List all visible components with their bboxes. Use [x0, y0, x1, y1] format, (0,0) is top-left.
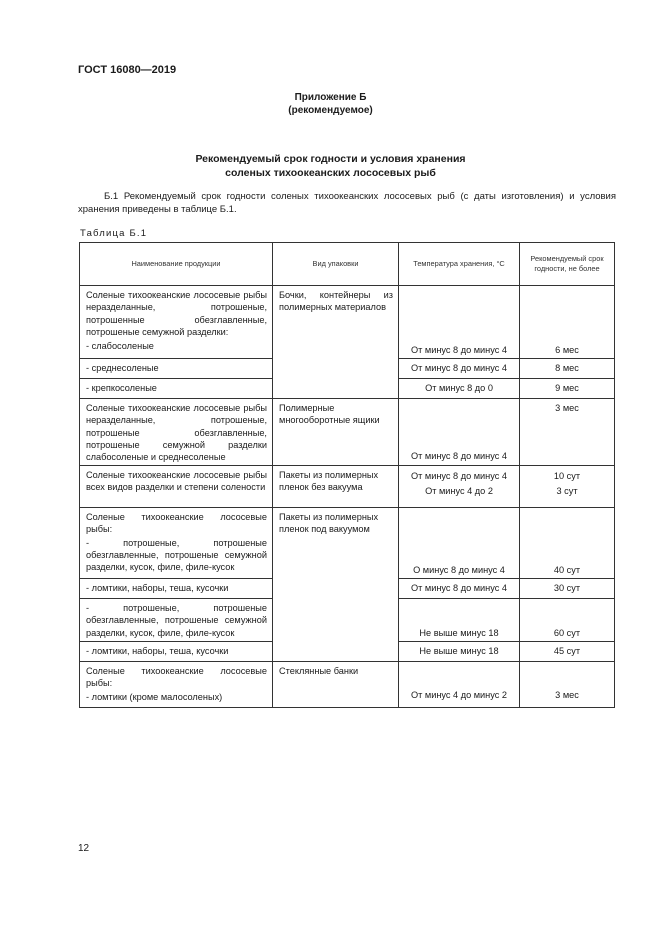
table-row	[80, 466, 615, 508]
group5-life: 3 мес	[520, 662, 615, 708]
group1-packaging: Бочки, контейнеры из полимерных материалов	[279, 290, 393, 313]
group1-item-1: - слабосоленые	[86, 341, 154, 351]
table-row	[80, 662, 615, 708]
group4-temp-2: От минус 8 до минус 4	[399, 579, 520, 599]
group3-product-cell	[80, 466, 273, 508]
group1-item-3: - крепкосоленые	[86, 383, 157, 394]
group4-temp-1: О минус 8 до минус 4	[399, 508, 520, 579]
group2-product-cell	[80, 399, 273, 466]
group4-life-4: 45 сут	[520, 642, 615, 662]
header-shelf-life: Рекомендуемый срок годности, не более	[520, 243, 615, 286]
group5-item: - ломтики (кроме малосоленых)	[86, 691, 223, 702]
group4-item-1: - потрошеные, потрошеные обезглавленные, потрошеные семужной разделки, кусок, филе, филе-кусок	[86, 537, 267, 573]
group4-item-2-cell	[80, 579, 273, 599]
annex-subtitle: (рекомендуемое)	[288, 105, 373, 116]
group1-temp-1: От минус 8 до минус 4	[399, 338, 520, 359]
group4-life-2: 30 сут	[520, 579, 615, 599]
group3-packaging-cell	[273, 466, 399, 508]
group4-temp-4: Не выше минус 18	[399, 642, 520, 662]
annex-title: Приложение Б	[294, 92, 367, 103]
group2-packaging: Полимерные многооборотные ящики	[279, 403, 380, 426]
group5-packaging-cell	[273, 662, 399, 708]
group3-temp-2: От минус 4 до 2	[425, 486, 493, 496]
group4-packaging: Пакеты из полимерных пленок под вакуумом	[279, 512, 379, 535]
group5-packaging: Стеклянные банки	[279, 666, 359, 676]
group1-life-3: 9 мес	[520, 379, 615, 399]
table-header-row	[80, 243, 615, 286]
group2-life: 3 мес	[520, 399, 615, 466]
group3-life-2: 3 сут	[556, 486, 578, 496]
group4-item-4: - ломтики, наборы, теша, кусочки	[86, 646, 229, 657]
group1-life-spacer	[520, 286, 615, 339]
intro-paragraph: Б.1 Рекомендуемый срок годности соленых тихоокеанских лососевых рыб (с даты изготовления) и условия хранения приведены в таблице Б.1.	[78, 191, 616, 215]
group3-life-1: 10 сут	[553, 471, 581, 481]
header-temperature: Температура хранения, °С	[399, 243, 520, 286]
group4-item-3: - потрошеные, потрошеные обезглавленные, потрошеные семужной разделки, кусок, филе, филе-кусок	[86, 603, 267, 638]
group4-life-1: 40 сут	[520, 508, 615, 579]
group4-item-3-cell	[80, 599, 273, 642]
group3-temp-cell	[399, 466, 520, 508]
group1-item-2: - среднесоленые	[86, 363, 159, 374]
group4-item-4-cell	[80, 642, 273, 662]
group4-temp-3: Не выше минус 18	[399, 599, 520, 642]
group1-temp-2: От минус 8 до минус 4	[399, 359, 520, 379]
standard-number: ГОСТ 16080—2019	[78, 64, 177, 76]
group5-product: Соленые тихоокеанские лососевые рыбы:	[86, 666, 267, 689]
header-product: Наименование продукции	[80, 243, 273, 286]
group4-item-2: - ломтики, наборы, теша, кусочки	[86, 583, 229, 594]
group3-life-cell	[520, 466, 615, 508]
section-title-line1: Рекомендуемый срок годности и условия хранения	[195, 153, 466, 165]
table-row	[80, 508, 615, 579]
table-row	[80, 399, 615, 466]
group1-item-2-cell	[80, 359, 273, 379]
shelf-life-table	[79, 242, 615, 708]
group1-temp-3: От минус 8 до 0	[399, 379, 520, 399]
section-title	[0, 152, 661, 180]
group1-item-3-cell	[80, 379, 273, 399]
table-caption: Таблица Б.1	[80, 228, 148, 239]
group4-packaging-cell	[273, 508, 399, 662]
page-number: 12	[78, 843, 90, 854]
group2-temp: От минус 8 до минус 4	[399, 399, 520, 466]
group1-product: Соленые тихоокеанские лососевые рыбы неразделанные, потрошеные, потрошенные обезглавленные, потрошеные семужной разделки:	[86, 290, 267, 337]
group4-life-3: 60 сут	[520, 599, 615, 642]
group1-packaging-cell	[273, 286, 399, 399]
group3-packaging: Пакеты из полимерных пленок без вакуума	[279, 470, 379, 493]
section-title-line2: соленых тихоокеанских лососевых рыб	[225, 167, 436, 179]
table-row	[80, 286, 615, 339]
group1-life-2: 8 мес	[520, 359, 615, 379]
group5-temp: От минус 4 до минус 2	[399, 662, 520, 708]
group4-product: Соленые тихоокеанские лососевые рыбы:	[86, 512, 267, 535]
group2-packaging-cell	[273, 399, 399, 466]
header-packaging: Вид упаковки	[273, 243, 399, 286]
group1-product-cell	[80, 286, 273, 359]
group5-product-cell	[80, 662, 273, 708]
group4-item-1-cell	[80, 508, 273, 579]
group1-temp-spacer	[399, 286, 520, 339]
group3-temp-1: От минус 8 до минус 4	[410, 471, 508, 481]
group1-life-1: 6 мес	[520, 338, 615, 359]
group2-product: Соленые тихоокеанские лососевые рыбы неразделанные, потрошеные, потрошеные обезглавленные, потрошеные семужной разделки слабосоленые и среднесоленые	[86, 403, 267, 463]
group3-product: Соленые тихоокеанские лососевые рыбы всех видов разделки и степени солености	[86, 470, 267, 493]
